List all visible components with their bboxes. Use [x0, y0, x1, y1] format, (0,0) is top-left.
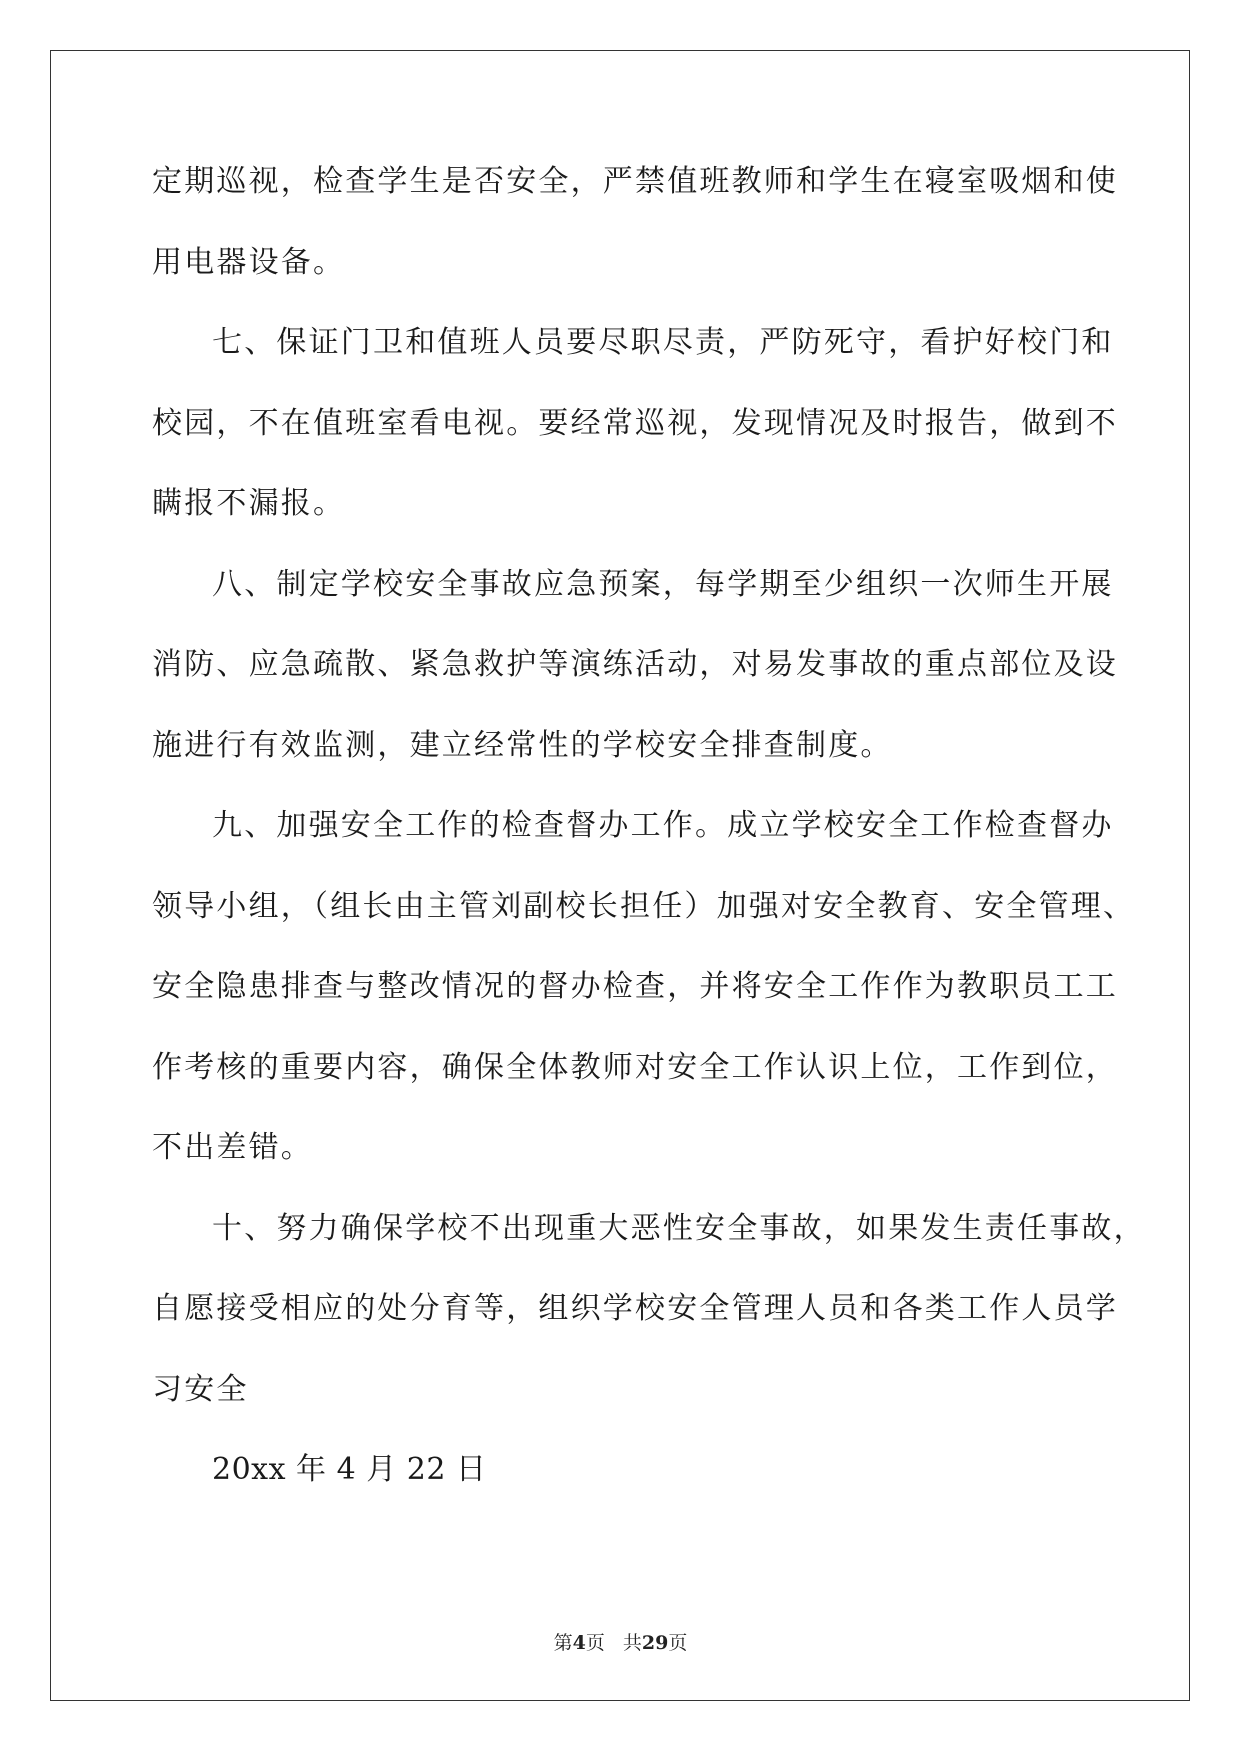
page-prefix: 第	[553, 1632, 573, 1654]
text-line-2: 用电器设备。	[152, 244, 346, 280]
text-line-16: 习安全	[152, 1371, 249, 1407]
text-line-3: 七、保证门卫和值班人员要尽职尽责，严防死守，看护好校门和	[212, 325, 1114, 360]
total-suffix: 页	[668, 1632, 688, 1654]
page-number: 4	[572, 1632, 586, 1654]
text-line-11: 安全隐患排查与整改情况的督办检查，并将安全工作作为教职员工工	[152, 969, 1118, 1004]
text-line-7: 消防、应急疏散、紧急救护等演练活动，对易发事故的重点部位及设	[152, 647, 1118, 682]
document-date: 20xx 年 4 月 22 日	[212, 1452, 487, 1487]
document-body	[152, 160, 1146, 1529]
total-prefix: 共	[622, 1632, 642, 1654]
text-line-13: 不出差错。	[152, 1130, 313, 1165]
text-line-5: 瞒报不漏报。	[152, 486, 346, 521]
total-pages: 29	[641, 1632, 669, 1654]
text-line-14: 十、努力确保学校不出现重大恶性安全事故，如果发生责任事故，	[212, 1210, 1146, 1246]
text-line-4: 校园，不在值班室看电视。要经常巡视，发现情况及时报告，做到不	[152, 405, 1118, 441]
text-line-1: 定期巡视，检查学生是否安全，严禁值班教师和学生在寝室吸烟和使	[152, 164, 1118, 199]
text-line-9: 九、加强安全工作的检查督办工作。成立学校安全工作检查督办	[212, 808, 1114, 843]
text-line-12: 作考核的重要内容，确保全体教师对安全工作认识上位，工作到位，	[152, 1049, 1118, 1085]
page-suffix: 页	[585, 1632, 605, 1654]
text-line-8: 施进行有效监测，建立经常性的学校安全排查制度。	[152, 727, 893, 763]
text-line-6: 八、制定学校安全事故应急预案，每学期至少组织一次师生开展	[212, 566, 1114, 602]
text-line-10: 领导小组，（组长由主管刘副校长担任）加强对安全教育、安全管理、	[152, 888, 1136, 924]
page-footer	[0, 1628, 1241, 1655]
text-line-15: 自愿接受相应的处分育等，组织学校安全管理人员和各类工作人员学	[152, 1291, 1118, 1326]
